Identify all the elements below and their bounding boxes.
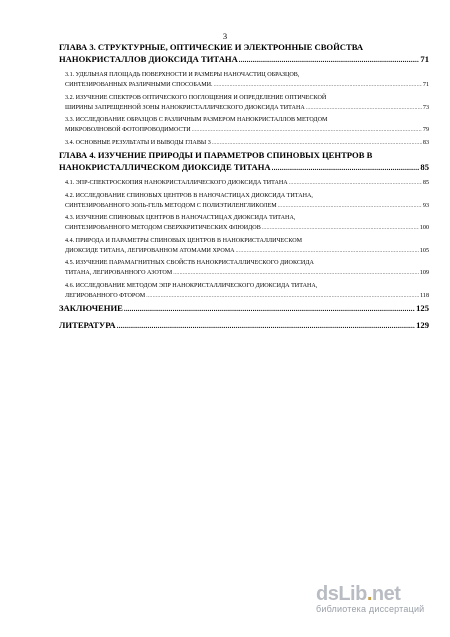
toc-dot-leader — [272, 163, 420, 175]
toc-chapter-entry[interactable] — [59, 303, 429, 316]
toc-entry-title-line: 4.5. ИЗУЧЕНИЕ ПАРАМАГНИТНЫХ СВОЙСТВ НАНОКРИСТАЛЛИЧЕСКОГО ДИОКСИДА — [65, 260, 314, 266]
toc-entry-title-line: 4.6. ИССЛЕДОВАНИЕ МЕТОДОМ ЭПР НАНОКРИСТАЛЛИЧЕСКОГО ДИОКСИДА ТИТАНА, — [65, 282, 318, 289]
toc-entry-last-line — [65, 178, 429, 188]
toc-entry-title-line: СИНТЕЗИРОВАННОГО ЗОЛЬ-ГЕЛЬ МЕТОДОМ С ПОЛИЭТИЛЕНГЛИКОЛЕМ — [65, 202, 277, 209]
toc-page-number: 79 — [422, 127, 429, 133]
toc-section-entry[interactable] — [65, 213, 429, 233]
toc-entry-last-line — [65, 125, 429, 135]
toc-entry-title-line: ЛИТЕРАТУРА — [59, 319, 116, 330]
toc-entry-title-line: 3.2. ИЗУЧЕНИЕ СПЕКТРОВ ОПТИЧЕСКОГО ПОГЛОЩЕНИЯ И ОПРЕДЕЛЕНИЕ ОПТИЧЕСКОЙ — [65, 94, 327, 101]
toc-entry-title-line: НАНОКРИСТАЛЛОВ ДИОКСИДА ТИТАНА — [59, 53, 238, 64]
toc-dot-leader — [146, 291, 419, 301]
toc-page-number: 109 — [419, 270, 429, 276]
toc-page-number: 93 — [422, 202, 429, 209]
watermark-subtitle: библиотека диссертаций — [316, 604, 425, 614]
toc-page-number: 71 — [422, 82, 429, 88]
toc-entry-last-line — [65, 268, 429, 278]
toc-dot-leader — [214, 80, 422, 90]
toc-entry-title-line: 4.2. ИССЛЕДОВАНИЕ СПИНОВЫХ ЦЕНТРОВ В НАНОЧАСТИЦАХ ДИОКСИДА ТИТАНА, — [65, 192, 313, 199]
dslib-watermark[interactable] — [316, 583, 436, 614]
toc-entry-last-line — [65, 246, 429, 256]
toc-page-number: 85 — [420, 161, 429, 172]
watermark-logo-main: dsLib — [316, 583, 367, 605]
toc-section-entry[interactable] — [65, 115, 429, 135]
toc-section-entry[interactable] — [65, 236, 429, 256]
toc-entry-title-line: 4.4. ПРИРОДА И ПАРАМЕТРЫ СПИНОВЫХ ЦЕНТРОВ В НАНОКРИСТАЛЛИЧЕСКОМ — [65, 237, 303, 244]
toc-section-entry[interactable] — [65, 70, 429, 90]
toc-entry-title-line: ГЛАВА 4. ИЗУЧЕНИЕ ПРИРОДЫ И ПАРАМЕТРОВ СПИНОВЫХ ЦЕНТРОВ В — [59, 150, 373, 160]
toc-entry-last-line — [65, 223, 429, 233]
toc-entry-title-line: ТИТАНА, ЛЕГИРОВАННОГО АЗОТОМ — [65, 270, 173, 276]
toc-entry-title-line: 3.3. ИССЛЕДОВАНИЕ ОБРАЗЦОВ С РАЗЛИЧНЫМ РАЗМЕРОМ НАНОКРИСТАЛЛОВ МЕТОДОМ — [65, 117, 328, 123]
toc-entry-last-line — [65, 80, 429, 90]
toc-page-number: 85 — [422, 180, 429, 186]
toc-entry-title-line: 3.1. УДЕЛЬНАЯ ПЛОЩАДЬ ПОВЕРХНОСТИ И РАЗМЕРЫ НАНОЧАСТИЦ ОБРАЗЦОВ, — [65, 72, 300, 78]
toc-section-entry[interactable] — [65, 191, 429, 211]
toc-page-number: 118 — [420, 292, 429, 299]
toc-dot-leader — [124, 304, 415, 316]
toc-entry-title-line: ДИОКСИДЕ ТИТАНА, ЛЕГИРОВАННОМ АТОМАМИ ХРОМА — [65, 247, 235, 254]
toc-dot-leader — [239, 55, 420, 67]
toc-chapter-entry[interactable] — [59, 320, 429, 333]
toc-section-entry[interactable] — [65, 178, 429, 188]
toc-entry-last-line — [65, 291, 429, 301]
toc-entry-last-line — [59, 54, 429, 67]
toc-entry-last-line — [65, 138, 429, 148]
toc-chapter-entry[interactable] — [59, 150, 429, 174]
toc-page-number: 125 — [416, 303, 429, 313]
toc-entry-title-line: НАНОКРИСТАЛЛИЧЕСКОМ ДИОКСИДЕ ТИТАНА — [59, 161, 271, 172]
toc-chapter-entry[interactable] — [59, 42, 429, 66]
page-number: 3 — [222, 31, 228, 41]
toc-section-entry[interactable] — [65, 138, 429, 148]
toc-dot-leader — [236, 246, 419, 256]
toc-entry-last-line — [59, 162, 429, 175]
toc-dot-leader — [212, 138, 422, 148]
toc-entry-last-line — [59, 303, 429, 316]
toc-page-number: 83 — [422, 139, 429, 146]
toc-page-number: 73 — [422, 104, 429, 111]
toc-page-number: 71 — [420, 53, 429, 64]
toc-page-number: 100 — [419, 225, 429, 231]
toc-entry-title-line: ЗАКЛЮЧЕНИЕ — [59, 303, 123, 313]
toc-dot-leader — [262, 223, 419, 233]
toc-entry-title-line: 3.4. ОСНОВНЫЕ РЕЗУЛЬТАТЫ И ВЫВОДЫ ГЛАВЫ 3 — [65, 139, 211, 146]
table-of-contents — [59, 42, 429, 336]
toc-dot-leader — [117, 321, 416, 333]
toc-entry-title-line: ЛЕГИРОВАННОГО ФТОРОМ — [65, 292, 146, 299]
toc-entry-title-line: 4.3. ИЗУЧЕНИЕ СПИНОВЫХ ЦЕНТРОВ В НАНОЧАСТИЦАХ ДИОКСИДА ТИТАНА, — [65, 215, 296, 221]
toc-entry-title-line: ШИРИНЫ ЗАПРЕЩЕННОЙ ЗОНЫ НАНОКРИСТАЛЛИЧЕСКОГО ДИОКСИДА ТИТАНА — [65, 104, 305, 111]
watermark-logo-dot: . — [366, 583, 372, 605]
toc-dot-leader — [306, 103, 422, 113]
toc-entry-title-line: ГЛАВА 3. СТРУКТУРНЫЕ, ОПТИЧЕСКИЕ И ЭЛЕКТРОННЫЕ СВОЙСТВА — [59, 42, 364, 52]
toc-entry-last-line — [65, 103, 429, 113]
toc-dot-leader — [173, 268, 419, 278]
toc-entry-title-line: СИНТЕЗИРОВАННОГО МЕТОДОМ СВЕРХКРИТИЧЕСКИХ ФЛЮИДОВ — [65, 225, 261, 231]
toc-section-entry[interactable] — [65, 93, 429, 113]
toc-dot-leader — [192, 125, 422, 135]
toc-dot-leader — [278, 201, 422, 211]
toc-page-number: 105 — [419, 247, 429, 254]
toc-dot-leader — [289, 178, 422, 188]
watermark-logo-tld: net — [371, 583, 401, 605]
toc-section-entry[interactable] — [65, 281, 429, 301]
toc-entry-last-line — [59, 320, 429, 333]
toc-entry-title-line: МИКРОВОЛНОВОЙ ФОТОПРОВОДИМОСТИ — [65, 127, 191, 133]
toc-entry-title-line: СИНТЕЗИРОВАННЫХ РАЗЛИЧНЫМИ СПОСОБАМИ. — [65, 82, 213, 88]
toc-page-number: 129 — [416, 319, 429, 330]
toc-section-entry[interactable] — [65, 258, 429, 278]
toc-entry-last-line — [65, 201, 429, 211]
toc-entry-title-line: 4.1. ЭПР-СПЕКТРОСКОПИЯ НАНОКРИСТАЛЛИЧЕСКОГО ДИОКСИДА ТИТАНА — [65, 180, 288, 186]
watermark-logo — [316, 583, 436, 606]
